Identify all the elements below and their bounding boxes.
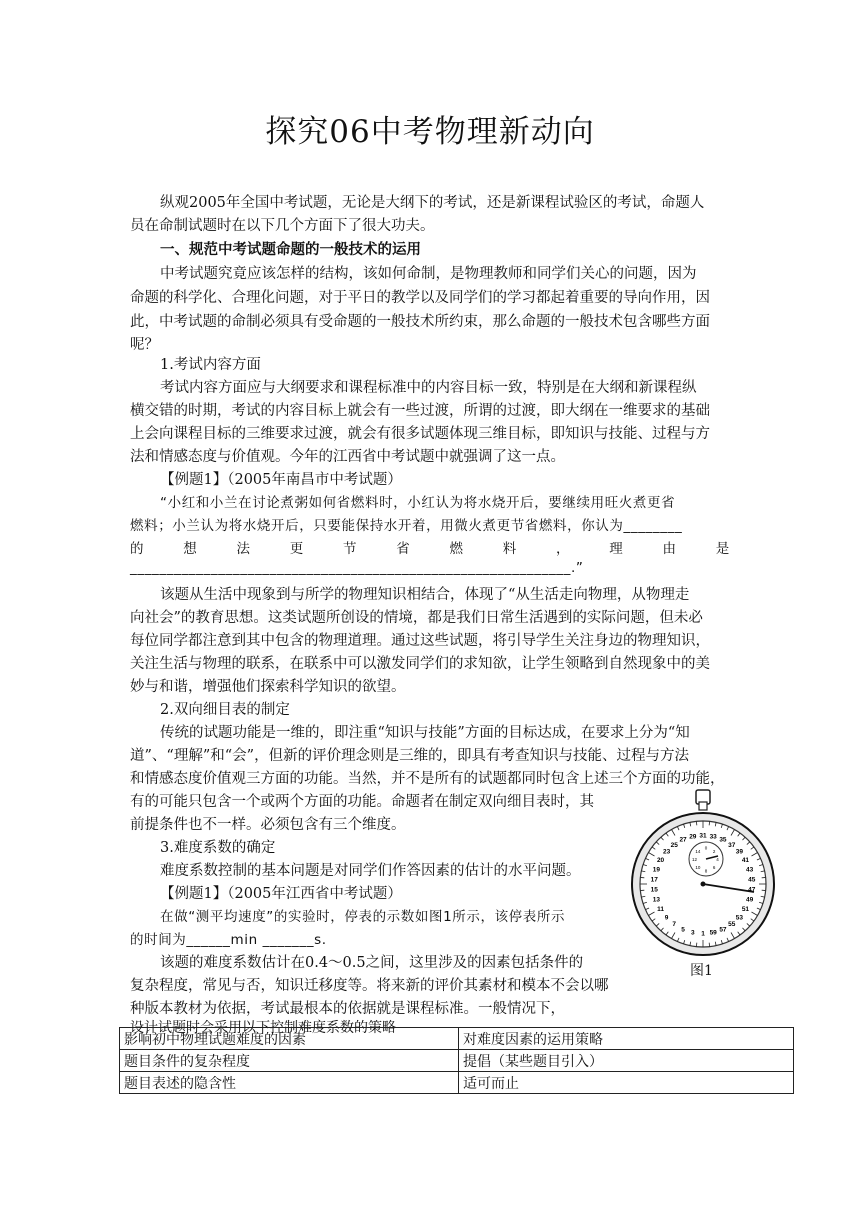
subdial-number: 14 — [695, 848, 701, 854]
paragraph-line: 横交错的时期，考试的内容目标上就会有一些过渡，所谓的过渡，即大纲在一维要求的基础 — [130, 403, 710, 419]
subdial-number: 12 — [691, 857, 698, 862]
example-text-line: 燃料；小兰认为将水烧开后，只要能保持水开着，用微火煮更节省燃料，你认为________ — [130, 518, 683, 534]
spread-char: 节 — [343, 541, 358, 557]
dial-number: 27 — [679, 836, 687, 844]
dial-number: 47 — [748, 886, 756, 894]
dial-number: 59 — [709, 929, 717, 937]
paragraph-line: 设计试题时会采用以下控制难度系数的策略 — [130, 1020, 396, 1036]
table-cell: 题目条件的复杂程度 — [120, 1050, 459, 1072]
dial-number: 23 — [662, 848, 671, 856]
dial-number: 20 — [656, 857, 665, 864]
paragraph-line: 考试内容方面应与大纲要求和课程标准中的内容目标一致，特别是在大纲和新课程纵 — [160, 380, 697, 396]
spread-char: 料 — [502, 541, 517, 557]
dial-number: 53 — [735, 914, 744, 922]
dial-number: 17 — [650, 876, 658, 884]
dial-number: 25 — [670, 841, 678, 849]
dial-number: 29 — [689, 833, 697, 841]
dial-number: 37 — [728, 841, 736, 849]
example-heading: 【例题1】（2005年江西省中考试题） — [160, 886, 402, 902]
stopwatch-stem — [699, 802, 707, 810]
dial-number: 43 — [745, 866, 754, 874]
dial-number: 33 — [709, 833, 717, 841]
spread-char: 法 — [236, 541, 251, 557]
intro-line: 员在命制试题时在以下几个方面下了很大功夫。 — [130, 218, 435, 234]
spread-char: 省 — [396, 541, 411, 557]
paragraph-line: 法和情感态度与价值观。今年的江西省中考试题中就强调了这一点。 — [130, 449, 565, 465]
intro-line: 纵观2005年全国中考试题，无论是大纲下的考试，还是新课程试验区的考试，命题人 — [160, 195, 705, 211]
table-cell: 题目表述的隐含性 — [120, 1072, 459, 1094]
difficulty-strategy-table — [119, 1027, 794, 1094]
spread-char: 想 — [183, 541, 198, 557]
dial-number: 31 — [699, 832, 707, 840]
paragraph-line: 向社会”的教育思想。这类试题所创设的情境，都是我们日常生活遇到的实际问题，但未必 — [130, 610, 703, 626]
table-row — [120, 1072, 794, 1094]
subdial-number: 10 — [695, 865, 701, 871]
paragraph-line: 道”、“理解”和“会”，但新的评价理念则是三维的，即具有考查知识与技能、过程与方法 — [130, 748, 690, 764]
example-text-line: “小红和小兰在讨论煮粥如何省燃料时，小红认为将水烧开后，要继续用旺火煮更省 — [160, 495, 676, 511]
table-header-cell: 影响初中物理试题难度的因素 — [120, 1028, 459, 1050]
paragraph-line: 该题从生活中现象到与所学的物理知识相结合，体现了“从生活走向物理，从物理走 — [160, 587, 690, 603]
example-text-line: 在做“测平均速度”的实验时，停表的示数如图1所示，该停表所示 — [160, 909, 566, 925]
spread-char: 理 — [609, 541, 624, 557]
page-title: 探究06中考物理新动向 — [265, 114, 595, 150]
spread-char: ， — [556, 541, 571, 557]
paragraph-line: 每位同学都注意到其中包含的物理道理。通过这些试题，将引导学生关注身边的物理知识， — [130, 633, 710, 649]
subsection-heading: 2.双向细目表的制定 — [160, 702, 290, 718]
table-cell: 适可而止 — [459, 1072, 794, 1094]
section-heading: 一、规范中考试题命题的一般技术的运用 — [160, 241, 421, 258]
answer-blank-line: ____________________________________________________________.” — [130, 560, 584, 576]
subdial-number: 8 — [704, 868, 708, 874]
dial-number: 11 — [657, 906, 665, 913]
paragraph-line: 上会向课程目标的三维要求过渡，就会有很多试题体现三维目标，即知识与技能、过程与方 — [130, 426, 710, 442]
paragraph-line: 前提条件也不一样。必须包含有三个维度。 — [130, 817, 406, 833]
dial-number: 1 — [701, 930, 705, 938]
figure-caption: 图1 — [690, 963, 713, 979]
dial-number: 19 — [652, 866, 661, 874]
paragraph-line: 种版本教材为依据，考试最根本的依据就是课程标准。一般情况下， — [130, 1001, 565, 1017]
subdial-number: 0 — [704, 845, 708, 851]
subsection-heading: 3.难度系数的确定 — [160, 840, 276, 856]
dial-number: 35 — [719, 836, 727, 844]
spread-char: 是 — [715, 541, 730, 557]
paragraph-line: 命题的科学化、合理化问题，对于平日的教学以及同学们的学习都起着重要的导向作用，因 — [130, 290, 710, 306]
dial-number: 39 — [735, 848, 744, 856]
table-header-cell: 对难度因素的运用策略 — [459, 1028, 794, 1050]
dial-number: 41 — [741, 857, 750, 864]
paragraph-line: 复杂程度，常见与否，知识迁移度等。将来新的评价其素材和模本不会以哪 — [130, 978, 609, 994]
spread-char: 燃 — [449, 541, 464, 557]
dial-number: 49 — [745, 896, 754, 904]
paragraph-line: 中考试题究竟应该怎样的结构，该如何命制，是物理教师和同学们关心的问题，因为 — [160, 266, 697, 282]
example-heading: 【例题1】（2005年南昌市中考试题） — [160, 472, 402, 488]
spread-char: 更 — [289, 541, 304, 557]
paragraph-line: 难度系数控制的基本问题是对同学们作答因素的估计的水平问题。 — [160, 863, 581, 879]
dial-number: 13 — [652, 896, 661, 904]
subdial-number: 4 — [716, 857, 719, 862]
dial-number: 55 — [728, 921, 736, 929]
center-pivot — [701, 882, 706, 887]
example-text-line: 的时间为______min _______s. — [130, 932, 327, 948]
paragraph-line: 该题的难度系数估计在0.4～0.5之间，这里涉及的因素包括条件的 — [160, 955, 584, 971]
spread-char: 的 — [130, 541, 145, 557]
table-cell: 提倡（某些题目引入） — [459, 1050, 794, 1072]
dial-number: 5 — [681, 926, 685, 934]
subdial-number: 2 — [712, 848, 716, 854]
paragraph-line: 关注生活与物理的联系，在联系中可以激发同学们的求知欲，让学生领略到自然现象中的美 — [130, 656, 710, 672]
example-spread-line — [130, 539, 730, 559]
table-header-row — [120, 1028, 794, 1050]
stopwatch-figure — [628, 788, 778, 963]
paragraph-line: 传统的试题功能是一维的，即注重“知识与技能”方面的目标达成，在要求上分为“知 — [160, 725, 690, 741]
paragraph-line: 呢？ — [130, 337, 159, 353]
table-row — [120, 1050, 794, 1072]
dial-number: 7 — [672, 921, 677, 929]
paragraph-line: 此，中考试题的命制必须具有受命题的一般技术所约束，那么命题的一般技术包含哪些方面 — [130, 314, 710, 330]
spread-char: 由 — [662, 541, 677, 557]
paragraph-line: 妙与和谐，增强他们探索科学知识的欲望。 — [130, 679, 406, 695]
dial-number: 15 — [650, 886, 658, 894]
dial-number: 45 — [748, 876, 756, 884]
dial-number: 57 — [719, 926, 727, 934]
dial-number: 9 — [664, 914, 669, 922]
subdial-number: 6 — [712, 865, 716, 871]
paragraph-line: 和情感态度价值观三方面的功能。当然，并不是所有的试题都同时包含上述三个方面的功能， — [130, 771, 725, 787]
dial-number: 51 — [741, 906, 750, 913]
subsection-heading: 1.考试内容方面 — [160, 357, 261, 373]
dial-number: 3 — [690, 929, 695, 937]
paragraph-line: 有的可能只包含一个或两个方面的功能。命题者在制定双向细目表时，其 — [130, 794, 594, 810]
